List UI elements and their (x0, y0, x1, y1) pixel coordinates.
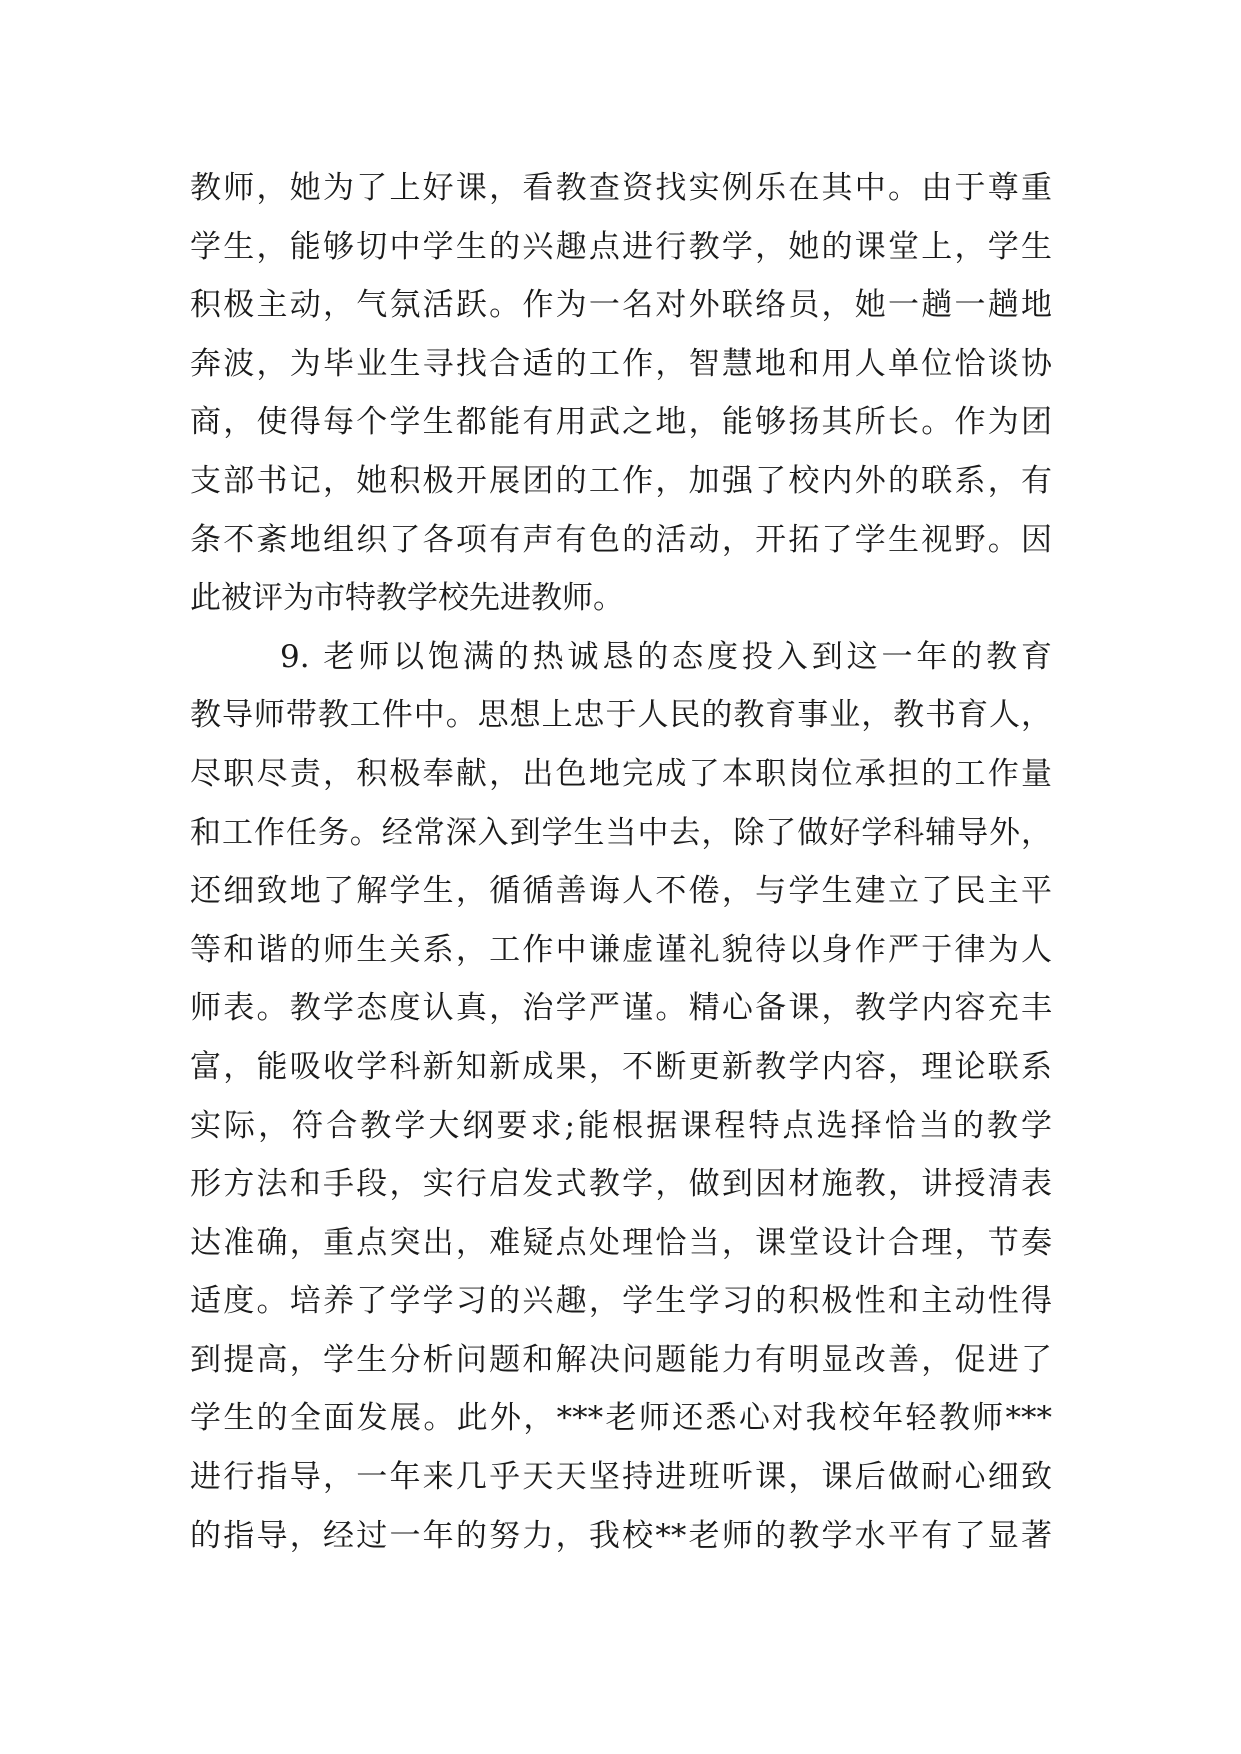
text-line: 商，使得每个学生都能有用武之地，能够扬其所长。作为团 (190, 404, 1052, 441)
text-line: 适度。培养了学学习的兴趣，学生学习的积极性和主动性得 (190, 1283, 1052, 1320)
text-line: 的指导，经过一年的努力，我校**老师的教学水平有了显著 (190, 1517, 1052, 1554)
text-line: 达准确，重点突出，难疑点处理恰当，课堂设计合理，节奏 (190, 1224, 1052, 1261)
body-text (190, 159, 1052, 1565)
text-line: 实际，符合教学大纲要求;能根据课程特点选择恰当的教学 (190, 1107, 1052, 1144)
text-line: 还细致地了解学生，循循善诲人不倦，与学生建立了民主平 (190, 873, 1052, 910)
text-line: 教导师带教工件中。思想上忠于人民的教育事业，教书育人， (190, 697, 1052, 734)
text-line: 条不紊地组织了各项有声有色的活动，开拓了学生视野。因 (190, 521, 1052, 558)
paragraph-start-line: 9. 老师以饱满的热诚恳的态度投入到这一年的教育 (280, 638, 1052, 675)
text-line: 等和谐的师生关系，工作中谦虚谨礼貌待以身作严于律为人 (190, 931, 1052, 968)
text-line: 和工作任务。经常深入到学生当中去，除了做好学科辅导外， (190, 814, 1052, 851)
text-line: 学生的全面发展。此外，***老师还悉心对我校年轻教师*** (190, 1400, 1052, 1437)
text-line: 富，能吸收学科新知新成果，不断更新教学内容，理论联系 (190, 1048, 1052, 1085)
text-line: 教师，她为了上好课，看教查资找实例乐在其中。由于尊重 (190, 170, 1052, 206)
text-line: 师表。教学态度认真，治学严谨。精心备课，教学内容充丰 (190, 990, 1052, 1027)
text-line: 进行指导，一年来几乎天天坚持进班听课，课后做耐心细致 (190, 1459, 1052, 1496)
text-line: 支部书记，她积极开展团的工作，加强了校内外的联系，有 (190, 462, 1052, 499)
text-line: 到提高，学生分析问题和解决问题能力有明显改善，促进了 (190, 1341, 1052, 1378)
text-line: 尽职尽责，积极奉献，出色地完成了本职岗位承担的工作量 (190, 755, 1052, 792)
text-line: 形方法和手段，实行启发式教学，做到因材施教，讲授清表 (190, 1166, 1052, 1203)
text-line: 学生，能够切中学生的兴趣点进行教学，她的课堂上，学生 (190, 228, 1052, 265)
text-line: 奔波，为毕业生寻找合适的工作，智慧地和用人单位恰谈协 (190, 345, 1052, 382)
text-line: 积极主动，气氛活跃。作为一名对外联络员，她一趟一趟地 (190, 287, 1052, 324)
paragraph-end-line: 此被评为市特教学校先进教师。 (190, 580, 624, 617)
